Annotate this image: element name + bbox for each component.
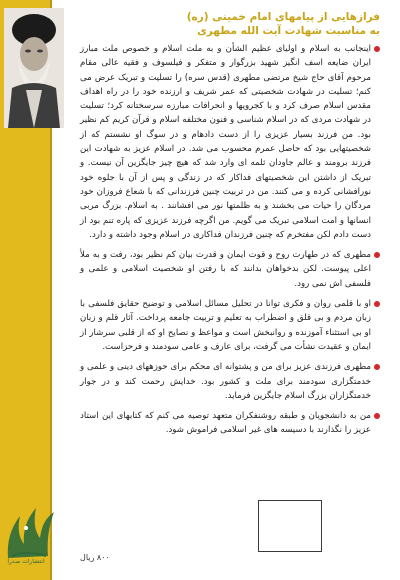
bullet-dot	[374, 301, 380, 307]
quote-body	[80, 42, 380, 438]
bullet-text-2: او با قلمی روان و فکری توانا در تحلیل مسائل اسلامی و توضیح حقایق فلسفی با زبان مردم و بی قلق و اضطراب به تعلیم و تربیت جامعه پرداخت. آثار قلم و زبان او بی استثناء آموزنده و روانبخش است و مواعظ و نصایح او که از قلبی سرشار از ایمان و عقیدت نشأت می گرفت، برای عارف و عامی سودمند و فرحزاست.	[80, 299, 371, 352]
publisher-name: انتشارات صدرا	[7, 558, 45, 565]
bullet-paragraph-3	[80, 360, 380, 403]
bullet-text-3: مطهری فرزندی عزیز برای من و پشتوانه ای محکم برای حوزههای دینی و علمی و خدمتگزاری سودمند برای ملت و کشور بود. خدایش رحمت کند و در جوار خدمتگزاران بزرگ اسلام جایگزین فرماید.	[80, 362, 371, 401]
page-subtitle: به مناسبت شهادت آیت الله مطهری	[197, 25, 380, 37]
bullet-paragraph-1	[80, 248, 380, 291]
page-title: فرازهایی از پیامهای امام خمینی (ره)	[186, 11, 380, 23]
price-label: ۸۰۰ ریال	[80, 553, 110, 562]
bullet-text-4: من به دانشجویان و طبقه روشنفکران متعهد توصیه می کنم که کتابهای این استاد عزیز را نگذارند با دسیسه های غیر اسلامی فراموش شود.	[80, 411, 371, 436]
header	[80, 10, 380, 38]
bullet-dot	[374, 46, 380, 52]
author-portrait	[4, 8, 64, 128]
bullet-dot	[374, 413, 380, 419]
bullet-paragraph-2	[80, 297, 380, 354]
barcode-box	[258, 500, 322, 552]
intro-text: اینجانب به اسلام و اولیای عظیم الشأن و به ملت اسلام و خصوص ملت مبارز ایران ضایعه اسف انگیز شهید بزرگوار و متفکر و فیلسوف و فقیه عالی مقام مرحوم آقای حاج شیخ مرتضی مطهری (قدس سره) را تسلیت و تبریک عرض می کنم؛ تسلیت در شهادت شخصیتی که عمر شریف و ارزنده خود را در راه اهداف مقدس اسلام صرف کرد و با کجرویها و انحرافات مبارزه سرسختانه کرد؛ تسلیت در شهادت مردی که در اسلام شناسی و فنون مختلفه اسلام و قرآن کریم کم نظیر بود. من فرزند بسیار عزیزی را از دست دادهام و در سوگ او نشستم که از شخصیتهایی بود که حاصل عمرم محسوب می شد. در اسلام عزیز به شهادت این فرزند برومند و عالم جاودان ثلمه ای وارد شد که هیچ چیز جایگزین آن نیست. و تبریک از داشتن این شخصیتهای فداکار که در زندگی و پس از آن با جلوه خود نورافشانی کرده و می کنند. من در تربیت چنین فرزندانی که با شعاع فروزان خود مردگان را حیات می بخشند و به ظلمتها نور می افشانند . به اسلام. بزرگ مربی انسانها و امت اسلامی تبریک می گویم. من اگرچه فرزند عزیزی که پاره تنم بود از دست دادم لکن مفتخرم که چنین فرزندان فداکاری در اسلام وجود داشته و دارد.	[80, 44, 371, 240]
intro-paragraph	[80, 42, 380, 242]
bullet-dot	[374, 364, 380, 370]
bullet-paragraph-4	[80, 409, 380, 438]
bullet-text-1: مطهری که در طهارت روح و قوت ایمان و قدرت بیان کم نظیر بود، رفت و به ملأ اعلی پیوست. لکن بدخواهان بدانند که با رفتن او شخصیت اسلامی و علمی و فلسفی اش نمی رود.	[80, 250, 371, 289]
bullet-dot	[374, 252, 380, 258]
